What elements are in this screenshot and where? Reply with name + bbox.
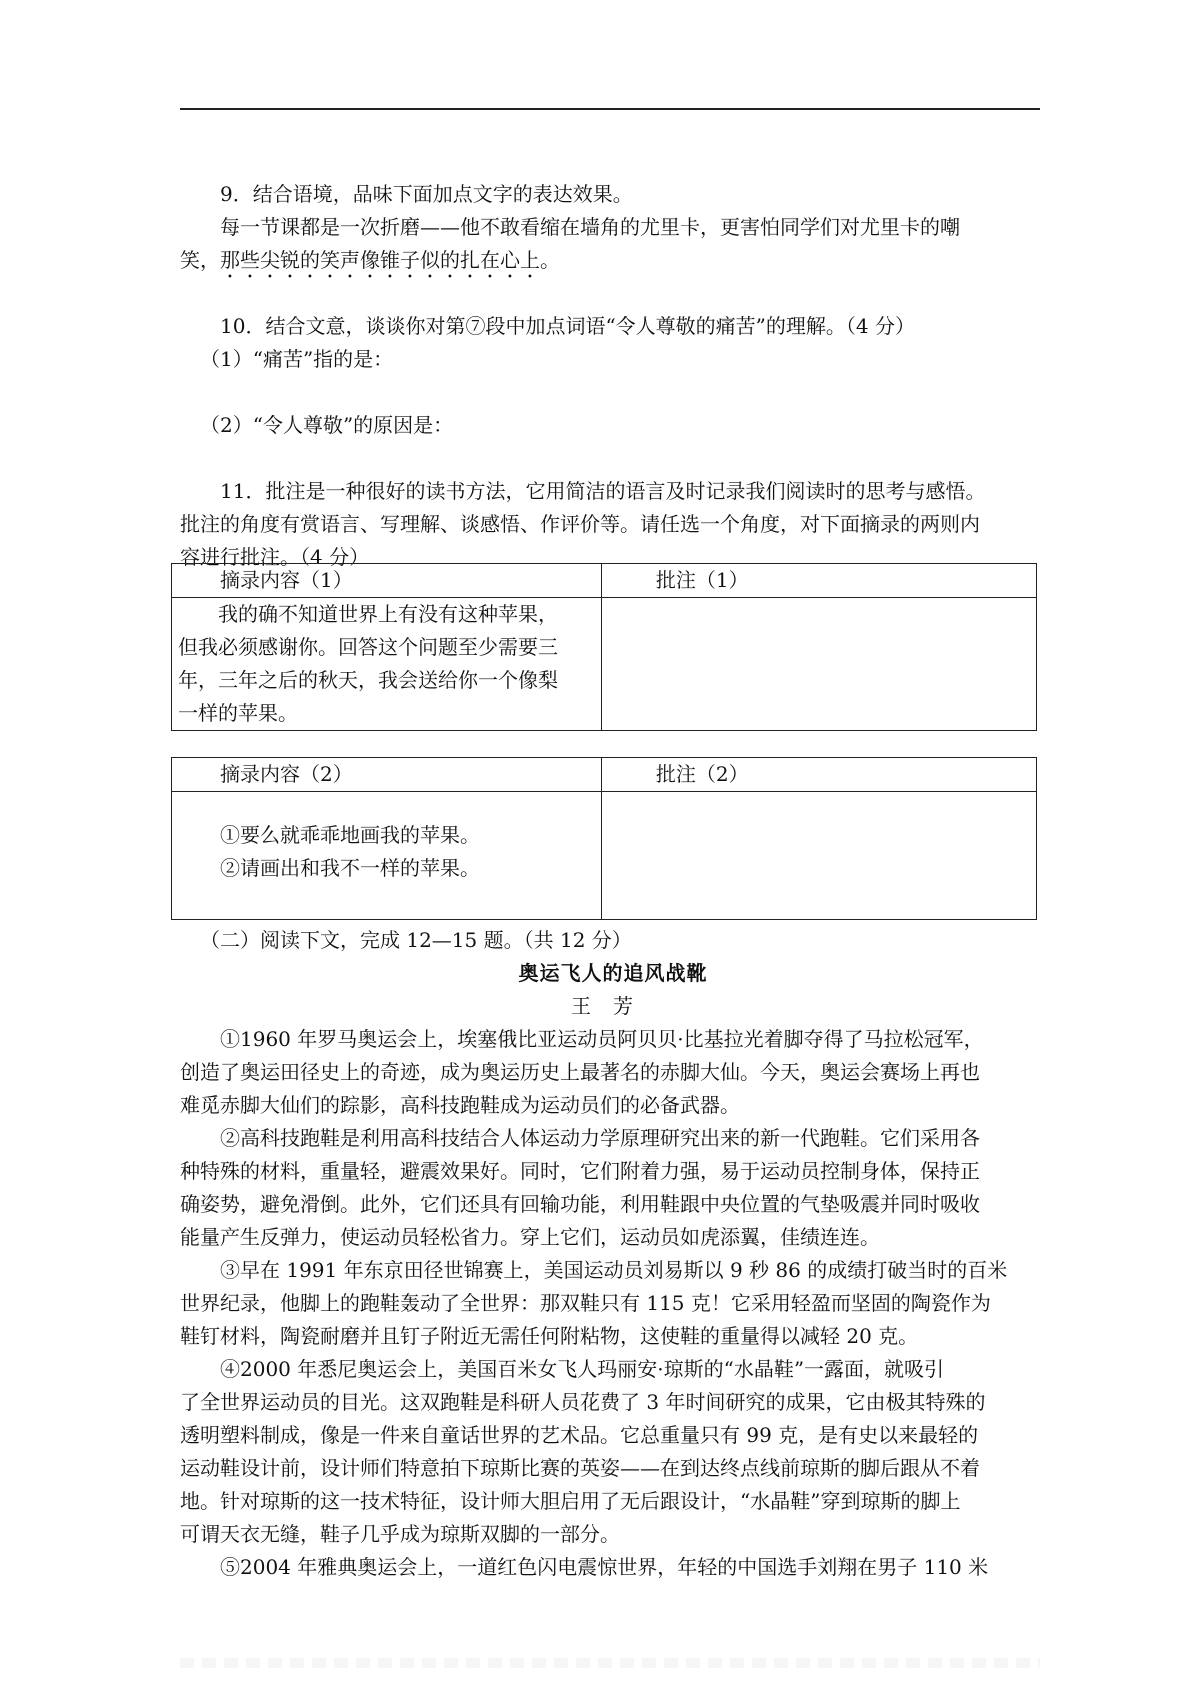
table1-excerpt-line: 但我必须感谢你。回答这个问题至少需要三 <box>178 635 558 659</box>
article-paragraph-line: 地。针对琼斯的这一技术特征，设计师大胆启用了无后跟设计，“水晶鞋”穿到琼斯的脚上 <box>180 1489 961 1513</box>
question-10-sub2: （2）“令人尊敬”的原因是： <box>200 413 454 437</box>
article-paragraph-line: ①1960 年罗马奥运会上，埃塞俄比亚运动员阿贝贝·比基拉光着脚夺得了马拉松冠军， <box>220 1027 984 1051</box>
question-10-stem: 10．结合文意，谈谈你对第⑦段中加点词语“令人尊敬的痛苦”的理解。（4 分） <box>220 314 915 338</box>
article-paragraph-line: 难觅赤脚大仙们的踪影，高科技跑鞋成为运动员们的必备武器。 <box>180 1093 740 1117</box>
question-9 <box>180 178 1046 283</box>
table1-excerpt-line: 我的确不知道世界上有没有这种苹果， <box>218 602 558 626</box>
question-10 <box>180 310 1046 376</box>
table2-excerpt-line: ②请画出和我不一样的苹果。 <box>220 856 480 880</box>
section-2 <box>180 924 1046 1584</box>
article-paragraph-line: ④2000 年悉尼奥运会上，美国百米女飞人玛丽安·琼斯的“水晶鞋”一露面，就吸引 <box>220 1357 945 1381</box>
table2-excerpt-cell <box>172 792 602 920</box>
table1-excerpt-line: 一样的苹果。 <box>178 701 298 725</box>
dotted-text: 那些尖锐的笑声像锥子似的扎在心上 <box>220 248 540 272</box>
table1-excerpt-cell <box>172 598 602 731</box>
article-paragraph-line: 能量产生反弹力，使运动员轻松省力。穿上它们，运动员如虎添翼，佳绩连连。 <box>180 1225 880 1249</box>
article-paragraph-line: ②高科技跑鞋是利用高科技结合人体运动力学原理研究出来的新一代跑鞋。它们采用各 <box>220 1126 980 1150</box>
table2-annotation-cell[interactable] <box>601 792 1036 920</box>
article-paragraph-line: 透明塑料制成，像是一件来自童话世界的艺术品。它总重量只有 99 克，是有史以来最轻的 <box>180 1423 979 1447</box>
question-10-part2 <box>180 409 1046 442</box>
passage-plain: 笑， <box>180 248 220 272</box>
question-11 <box>180 475 1046 574</box>
article-author: 王芳 <box>571 994 655 1018</box>
table1-annotation-cell[interactable] <box>601 598 1036 731</box>
table1-header-left: 摘录内容（1） <box>172 564 602 598</box>
table1-excerpt-line: 年，三年之后的秋天，我会送给你一个像梨 <box>178 668 558 692</box>
table2-header-right: 批注（2） <box>601 758 1036 792</box>
article-paragraph-line: ③早在 1991 年东京田径世锦赛上，美国运动员刘易斯以 9 秒 86 的成绩打破当时的百米 <box>220 1258 1008 1282</box>
article-paragraph-line: 了全世界运动员的目光。这双跑鞋是科研人员花费了 3 年时间研究的成果，它由极其特殊的 <box>180 1390 986 1414</box>
question-11-stem-line1: 11．批注是一种很好的读书方法，它用简洁的语言及时记录我们阅读时的思考与感悟。 <box>220 479 986 503</box>
bleed-through-text <box>180 1658 1040 1668</box>
table2-header-left: 摘录内容（2） <box>172 758 602 792</box>
question-11-stem-line3: 容进行批注。（4 分） <box>180 545 370 569</box>
article-paragraph-line: 世界纪录，他脚上的跑鞋轰动了全世界：那双鞋只有 115 克！它采用轻盈而坚固的陶瓷作为 <box>180 1291 991 1315</box>
article-paragraph-line: 种特殊的材料，重量轻，避震效果好。同时，它们附着力强，易于运动员控制身体，保持正 <box>180 1159 980 1183</box>
section-2-intro: （二）阅读下文，完成 12—15 题。（共 12 分） <box>200 928 632 952</box>
question-11-stem-line2: 批注的角度有赏语言、写理解、谈感悟、作评价等。请任选一个角度，对下面摘录的两则内 <box>180 512 980 536</box>
excerpt-table-2 <box>171 757 1037 920</box>
article-paragraph-line: 鞋钉材料，陶瓷耐磨并且钉子附近无需任何附粘物，这使鞋的重量得以减轻 20 克。 <box>180 1324 919 1348</box>
question-9-stem: 9．结合语境，品味下面加点文字的表达效果。 <box>220 182 633 206</box>
question-9-passage-line1: 每一节课都是一次折磨——他不敢看缩在墙角的尤里卡，更害怕同学们对尤里卡的嘲 <box>220 215 960 239</box>
passage-end: 。 <box>540 248 560 272</box>
question-9-passage-line2 <box>180 244 1046 283</box>
article-paragraph-line: ⑤2004 年雅典奥运会上，一道红色闪电震惊世界，年轻的中国选手刘翔在男子 110 米 <box>220 1555 989 1579</box>
article-paragraph-line: 确姿势，避免滑倒。此外，它们还具有回输功能，利用鞋跟中央位置的气垫吸震并同时吸收 <box>180 1192 980 1216</box>
table2-excerpt-line: ①要么就乖乖地画我的苹果。 <box>220 823 480 847</box>
article-paragraph-line: 创造了奥运田径史上的奇迹，成为奥运历史上最著名的赤脚大仙。今天，奥运会赛场上再也 <box>180 1060 980 1084</box>
excerpt-table-1 <box>171 563 1037 731</box>
question-10-sub1: （1）“痛苦”指的是： <box>200 347 394 371</box>
article-body <box>180 1023 1046 1584</box>
article-title: 奥运飞人的追风战靴 <box>518 961 708 985</box>
table1-header-right: 批注（1） <box>601 564 1036 598</box>
article-paragraph-line: 可谓天衣无缝，鞋子几乎成为琼斯双脚的一部分。 <box>180 1522 620 1546</box>
article-paragraph-line: 运动鞋设计前，设计师们特意拍下琼斯比赛的英姿——在到达终点线前琼斯的脚后跟从不着 <box>180 1456 980 1480</box>
header-rule <box>180 108 1040 110</box>
